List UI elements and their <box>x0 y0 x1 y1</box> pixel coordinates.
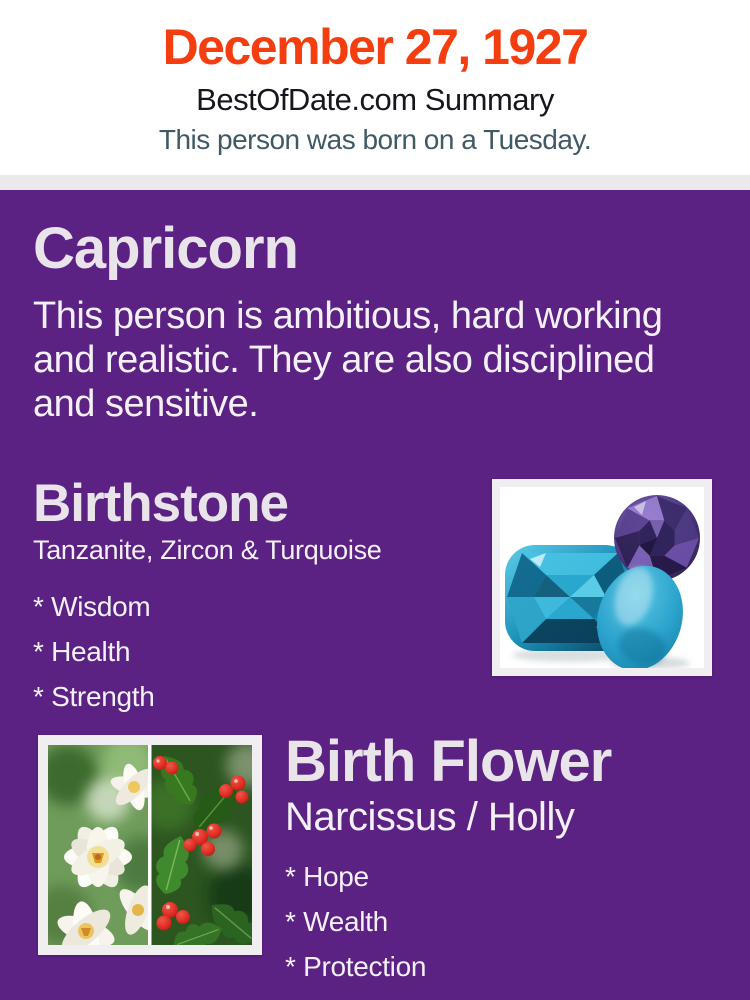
holly-photo-half <box>142 745 252 945</box>
birthstone-bullet: * Strength <box>33 680 155 712</box>
birthstone-photo-inner <box>500 487 704 668</box>
birthstone-bullet-list <box>33 590 483 713</box>
birth-flower-names: Narcissus / Holly <box>285 795 575 839</box>
zodiac-description: This person is ambitious, hard working and realistic. They are also disciplined and sensitive. <box>33 295 663 426</box>
gemstones-illustration <box>500 487 704 668</box>
narcissus-holly-illustration <box>48 745 252 945</box>
birth-flower-photo-inner <box>48 745 252 945</box>
birth-flower-heading: Birth Flower <box>285 729 612 794</box>
weekday-line: This person was born on a Tuesday. <box>158 124 592 155</box>
header <box>0 0 750 175</box>
birth-flower-photo <box>38 735 262 955</box>
birthstone-names: Tanzanite, Zircon & Turquoise <box>33 534 382 565</box>
birthstone-heading: Birthstone <box>33 474 288 533</box>
birth-flower-bullet-list <box>285 860 725 983</box>
date-title: December 27, 1927 <box>162 19 588 75</box>
birthstone-bullet: * Health <box>33 635 131 667</box>
photo-split-divider <box>148 745 152 945</box>
birth-flower-bullet: * Hope <box>285 861 369 892</box>
zodiac-sign-heading: Capricorn <box>33 216 298 281</box>
birthstone-photo <box>492 479 712 676</box>
birth-flower-bullet: * Protection <box>285 951 427 982</box>
birthstone-section <box>33 476 483 725</box>
divider-strip <box>0 175 750 190</box>
purple-panel <box>0 190 750 1000</box>
birthstone-bullet: * Wisdom <box>33 590 151 622</box>
zodiac-section <box>33 216 693 426</box>
birth-flower-section <box>285 729 725 995</box>
birth-flower-bullet: * Wealth <box>285 906 388 937</box>
site-summary-title: BestOfDate.com Summary <box>196 82 554 117</box>
